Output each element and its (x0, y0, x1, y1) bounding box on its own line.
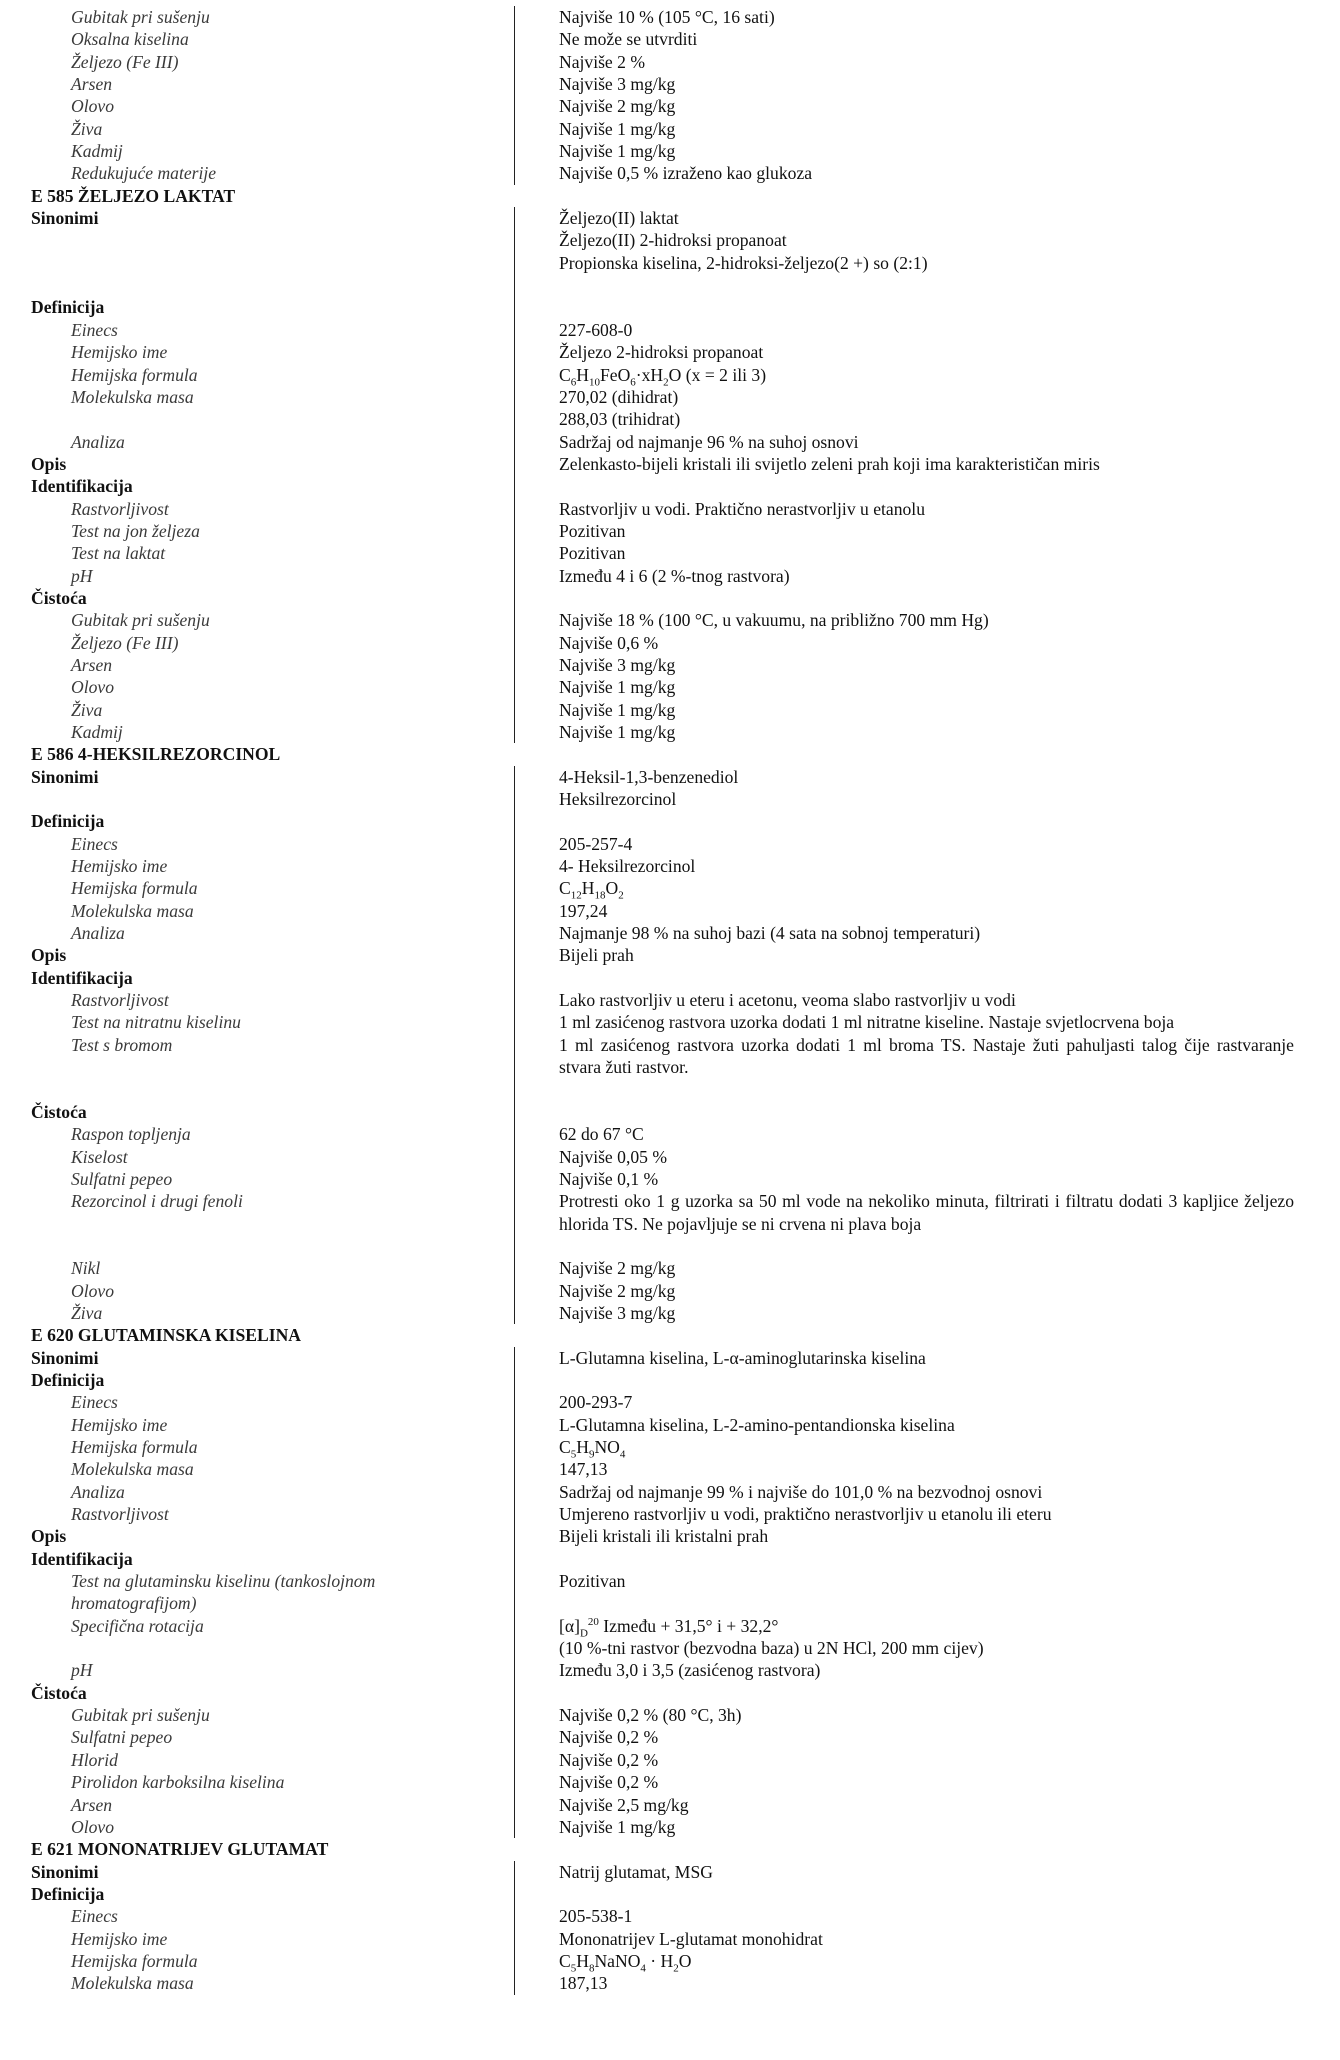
field-value: Najviše 2 mg/kg (514, 1280, 1340, 1302)
field-value: Sadržaj od najmanje 96 % na suhoj osnovi (514, 431, 1340, 453)
spec-row (0, 51, 1340, 73)
field-label: Hemijsko ime (71, 1414, 168, 1435)
spec-row (0, 565, 1340, 587)
field-value: 227-608-0 (514, 319, 1340, 341)
spec-row (0, 1391, 1340, 1413)
spec-row (0, 296, 1340, 318)
field-value: Najviše 18 % (100 °C, u vakuumu, na približno 700 mm Hg) (514, 609, 1340, 631)
spec-row (0, 1749, 1340, 1771)
spec-row (0, 944, 1340, 966)
spec-row (0, 1369, 1340, 1391)
formula-part: NaNO (594, 1950, 641, 1971)
field-label: Einecs (71, 833, 118, 854)
spec-row (0, 542, 1340, 564)
spec-row (0, 1481, 1340, 1503)
spec-row (0, 788, 1340, 810)
formula-part: C (559, 1437, 571, 1457)
field-label: Hemijska formula (71, 364, 198, 385)
field-label: Molekulska masa (71, 386, 194, 407)
field-label: Hemijska formula (71, 1950, 198, 1971)
field-value: Propionska kiselina, 2-hidroksi-željezo(2 +) so (2:1) (514, 252, 1340, 274)
spec-row (0, 1972, 1340, 1994)
formula-part: 4 (619, 1448, 626, 1461)
field-value (514, 1592, 1340, 1614)
field-value (514, 364, 1340, 389)
field-value: Rastvorljiv u vodi. Praktično nerastvorljiv u etanolu (514, 498, 1340, 520)
field-value: 147,13 (514, 1458, 1340, 1480)
spec-row (0, 810, 1340, 832)
spec-row (0, 855, 1340, 877)
field-label: Arsen (71, 1794, 113, 1815)
field-heading: Sinonimi (31, 1347, 99, 1368)
spec-row (0, 1637, 1340, 1659)
spec-row (0, 587, 1340, 609)
spec-row (0, 1101, 1340, 1123)
field-label: Živa (71, 118, 103, 139)
field-label: Rastvorljivost (71, 990, 169, 1011)
field-value: 205-538-1 (514, 1905, 1340, 1927)
field-label: Živa (71, 699, 103, 720)
field-heading: Opis (31, 1526, 67, 1547)
spec-row (0, 1436, 1340, 1461)
formula-part: 12 (570, 889, 582, 902)
field-label: Specifična rotacija (71, 1615, 204, 1636)
field-label: Nikl (71, 1258, 101, 1279)
field-heading: Definicija (31, 811, 105, 832)
field-heading: Čistoća (31, 587, 87, 608)
field-value: Pozitivan (514, 1570, 1340, 1592)
spec-row (0, 877, 1340, 902)
field-label: Pirolidon karboksilna kiselina (71, 1772, 285, 1793)
formula-part: 6 (570, 376, 577, 389)
field-label: Željezo (Fe III) (71, 51, 179, 72)
spacer-value (514, 1235, 1340, 1257)
field-label: Olovo (71, 96, 114, 117)
spec-row (0, 319, 1340, 341)
spec-row (0, 1726, 1340, 1748)
field-label: Molekulska masa (71, 900, 194, 921)
field-value: L-Glutamna kiselina, L-α-aminoglutarinska kiselina (514, 1347, 1340, 1369)
spec-row (0, 1950, 1340, 1975)
field-value: (10 %-tni rastvor (bezvodna baza) u 2N HCl, 200 mm cijev) (514, 1637, 1340, 1659)
spec-row (0, 207, 1340, 229)
spec-row (0, 252, 1340, 274)
formula-part: 6 (630, 376, 636, 389)
field-label: Živa (71, 1302, 103, 1323)
spec-row (0, 341, 1340, 363)
field-value: Najviše 10 % (105 °C, 16 sati) (514, 6, 1340, 28)
field-label: Olovo (71, 677, 114, 698)
rotation-symbol: [α] (559, 1615, 580, 1636)
field-label: Gubitak pri sušenju (71, 7, 210, 27)
spec-row (0, 1458, 1340, 1480)
field-label: Olovo (71, 1280, 114, 1301)
field-value: Najviše 1 mg/kg (514, 1816, 1340, 1838)
field-value: Umjereno rastvorljiv u vodi, praktično nerastvorljiv u etanolu ili eteru (514, 1503, 1340, 1525)
formula-part: 9 (588, 1448, 595, 1461)
spec-row (0, 632, 1340, 654)
spec-row (0, 721, 1340, 743)
field-value (514, 1682, 1340, 1704)
field-value (514, 1548, 1340, 1570)
field-label: Željezo (Fe III) (71, 632, 179, 653)
field-heading: Čistoća (31, 1101, 87, 1122)
field-label: Analiza (71, 1481, 125, 1502)
spec-row (0, 73, 1340, 95)
field-heading: Opis (31, 945, 67, 966)
spec-row (0, 1570, 1340, 1592)
spec-row (0, 989, 1340, 1011)
field-value: Najviše 2 mg/kg (514, 95, 1340, 117)
spec-row (0, 1146, 1340, 1168)
spec-row (0, 1592, 1340, 1614)
field-label: Arsen (71, 74, 113, 95)
field-heading: Sinonimi (31, 1861, 99, 1882)
field-value: Najviše 3 mg/kg (514, 1302, 1340, 1324)
field-label: pH (71, 565, 93, 586)
field-value: Željezo 2-hidroksi propanoat (514, 341, 1340, 363)
field-heading: Opis (31, 453, 67, 474)
formula-part: H (576, 364, 589, 385)
field-label: Hlorid (71, 1749, 118, 1770)
formula-part: 2 (673, 1962, 679, 1975)
field-value (514, 967, 1340, 989)
field-heading: Definicija (31, 1369, 105, 1390)
field-value: Najviše 0,6 % (514, 632, 1340, 654)
field-value: 4-Heksil-1,3-benzenediol (514, 766, 1340, 788)
field-label: Arsen (71, 654, 113, 675)
field-label: Analiza (71, 923, 125, 944)
spec-row (0, 1011, 1340, 1033)
field-value: Sadržaj od najmanje 99 % i najviše do 101,0 % na bezvodnoj osnovi (514, 1481, 1340, 1503)
formula-part: 4 (640, 1962, 646, 1975)
field-value: 4- Heksilrezorcinol (514, 855, 1340, 877)
field-heading: Definicija (31, 297, 105, 318)
field-value: Lako rastvorljiv u eteru i acetonu, veoma slabo rastvorljiv u vodi (514, 989, 1340, 1011)
field-value: Najviše 2 mg/kg (514, 1257, 1340, 1279)
field-value: Ne može se utvrditi (514, 28, 1340, 50)
formula-part: C (559, 878, 571, 899)
field-value (514, 1883, 1340, 1905)
field-value: 200-293-7 (514, 1391, 1340, 1413)
formula-part: 2 (618, 889, 624, 902)
section-title: E 585 ŽELJEZO LAKTAT (31, 185, 236, 206)
spec-section (0, 743, 1340, 1324)
rotation-text: Između + 31,5° i + 32,2° (598, 1615, 779, 1636)
field-value (514, 1615, 1340, 1640)
field-value: Bijeli prah (514, 944, 1340, 966)
field-heading: Definicija (31, 1883, 105, 1904)
field-label: Olovo (71, 1816, 114, 1837)
spec-row (0, 118, 1340, 140)
spec-row (0, 140, 1340, 162)
field-value: 1 ml zasićenog rastvora uzorka dodati 1 ml broma TS. Nastaje žuti pahuljasti talog čije rastvaranje stvara žuti rastvor. (514, 1034, 1340, 1079)
field-label: Hemijsko ime (71, 1928, 168, 1949)
field-value: L-Glutamna kiselina, L-2-amino-pentandionska kiselina (514, 1414, 1340, 1436)
formula-part: H (576, 1437, 589, 1457)
field-label: Gubitak pri sušenju (71, 1705, 210, 1726)
field-value: Heksilrezorcinol (514, 788, 1340, 810)
spec-row (0, 28, 1340, 50)
field-value: Pozitivan (514, 542, 1340, 564)
field-label: Sulfatni pepeo (71, 1168, 173, 1189)
field-value: Najviše 2,5 mg/kg (514, 1794, 1340, 1816)
spec-row (0, 1704, 1340, 1726)
field-value: Najviše 1 mg/kg (514, 699, 1340, 721)
field-value: Protresti oko 1 g uzorka sa 50 ml vode na nekoliko minuta, filtrirati i filtratu dodati 3 kapljice željezo hlorida TS. Ne pojavljuje se ni crvena ni plava boja (514, 1190, 1340, 1235)
formula-part: O (x = 2 ili 3) (668, 364, 767, 385)
field-value: Najviše 0,2 % (514, 1771, 1340, 1793)
spec-row (0, 364, 1340, 389)
formula-part: NO (594, 1437, 620, 1457)
field-label: Einecs (71, 1392, 118, 1413)
spec-row (0, 609, 1340, 631)
field-label: Hemijska formula (71, 1437, 198, 1457)
spec-row (0, 1123, 1340, 1145)
field-value: 270,02 (dihidrat) (514, 386, 1340, 408)
spec-row (0, 274, 1340, 296)
field-value: Najviše 1 mg/kg (514, 140, 1340, 162)
field-value (514, 587, 1340, 609)
field-value: Najviše 1 mg/kg (514, 118, 1340, 140)
field-label: Rastvorljivost (71, 498, 169, 519)
field-value: 62 do 67 °C (514, 1123, 1340, 1145)
spec-row (0, 1503, 1340, 1525)
field-value (514, 1436, 1340, 1461)
field-value: Najviše 0,2 % (514, 1749, 1340, 1771)
field-heading: Identifikacija (31, 476, 133, 497)
field-label: Einecs (71, 319, 118, 340)
formula-part: 5 (570, 1448, 577, 1461)
spec-row (0, 1883, 1340, 1905)
spec-row (0, 408, 1340, 430)
spec-row (0, 1034, 1340, 1079)
field-label: Rezorcinol i drugi fenoli (71, 1191, 243, 1212)
field-value: Natrij glutamat, MSG (514, 1861, 1340, 1883)
field-heading: Čistoća (31, 1682, 87, 1703)
field-heading: Identifikacija (31, 1548, 133, 1569)
spec-row (0, 1794, 1340, 1816)
field-label: pH (71, 1660, 93, 1681)
formula-part: FeO (599, 364, 631, 385)
field-value: Najviše 0,2 % (80 °C, 3h) (514, 1704, 1340, 1726)
field-label: Hemijsko ime (71, 342, 168, 363)
spec-row (0, 922, 1340, 944)
field-label: Hemijsko ime (71, 856, 168, 877)
spec-section (0, 185, 1340, 744)
spec-section (0, 6, 1340, 185)
field-label: Rastvorljivost (71, 1504, 169, 1525)
spec-row (0, 766, 1340, 788)
formula-part: 2 (663, 376, 669, 389)
field-value: 205-257-4 (514, 833, 1340, 855)
field-value: Mononatrijev L-glutamat monohidrat (514, 1928, 1340, 1950)
field-value (514, 1369, 1340, 1391)
field-label: Gubitak pri sušenju (71, 610, 210, 631)
spec-row (0, 1414, 1340, 1436)
formula-part: H (576, 1950, 589, 1971)
rotation-sub: D (579, 1627, 588, 1640)
spec-row (0, 1659, 1340, 1681)
spec-row (0, 6, 1340, 28)
spec-row (0, 386, 1340, 408)
spec-row (0, 1302, 1340, 1324)
field-value: Željezo(II) laktat (514, 207, 1340, 229)
field-label: Analiza (71, 431, 125, 452)
spec-row (0, 498, 1340, 520)
spec-row (0, 654, 1340, 676)
spacer-value (514, 274, 1340, 296)
spec-row (0, 900, 1340, 922)
spec-row (0, 431, 1340, 453)
field-heading: Sinonimi (31, 208, 99, 229)
formula-part: C (559, 1950, 571, 1971)
field-value: 187,13 (514, 1972, 1340, 1994)
spec-row (0, 1168, 1340, 1190)
field-value: Između 3,0 i 3,5 (zasićenog rastvora) (514, 1659, 1340, 1681)
spec-section (0, 1324, 1340, 1838)
spec-row (0, 520, 1340, 542)
field-value: Najviše 0,5 % izraženo kao glukoza (514, 162, 1340, 184)
field-value: Željezo(II) 2-hidroksi propanoat (514, 229, 1340, 251)
field-value: Najviše 1 mg/kg (514, 721, 1340, 743)
field-label: Einecs (71, 1906, 118, 1927)
field-value: Najviše 3 mg/kg (514, 73, 1340, 95)
field-value: Najviše 0,1 % (514, 1168, 1340, 1190)
spec-row (0, 95, 1340, 117)
field-value (514, 877, 1340, 902)
field-heading: Sinonimi (31, 766, 99, 787)
spec-section (0, 1838, 1340, 1994)
field-value (514, 296, 1340, 318)
spacer-value (514, 1079, 1340, 1101)
field-label: Oksalna kiselina (71, 29, 189, 50)
field-value (514, 1950, 1340, 1975)
formula-part: H (581, 878, 595, 899)
formula-part: O (678, 1950, 692, 1971)
field-value: Najviše 0,05 % (514, 1146, 1340, 1168)
spec-row (0, 1928, 1340, 1950)
spec-row (0, 1525, 1340, 1547)
field-value: Zelenkasto-bijeli kristali ili svijetlo zeleni prah koji ima karakterističan miris (514, 453, 1340, 475)
spec-row (0, 676, 1340, 698)
section-title: E 586 4-HEKSILREZORCINOL (31, 744, 281, 765)
spec-row (0, 967, 1340, 989)
field-value: Između 4 i 6 (2 %-tnog rastvora) (514, 565, 1340, 587)
field-label: Kadmij (71, 722, 123, 742)
field-value: 288,03 (trihidrat) (514, 408, 1340, 430)
spec-row (0, 1235, 1340, 1257)
formula-part: O (605, 878, 619, 899)
spec-row (0, 833, 1340, 855)
field-value: Bijeli kristali ili kristalni prah (514, 1525, 1340, 1547)
field-label: Test na jon željeza (71, 520, 200, 541)
field-value (514, 475, 1340, 497)
spec-row (0, 699, 1340, 721)
spec-row (0, 1861, 1340, 1883)
field-label: Redukujuće materije (71, 163, 217, 184)
section-title: E 621 MONONATRIJEV GLUTAMAT (31, 1839, 329, 1860)
formula-part: 18 (594, 889, 606, 902)
field-value: Pozitivan (514, 520, 1340, 542)
field-value: Najviše 0,2 % (514, 1726, 1340, 1748)
field-value: Najviše 3 mg/kg (514, 654, 1340, 676)
formula-part: · H (645, 1950, 674, 1971)
field-label: Molekulska masa (71, 1459, 194, 1480)
field-value: Najviše 2 % (514, 51, 1340, 73)
spec-row (0, 1257, 1340, 1279)
field-label: Sulfatni pepeo (71, 1727, 173, 1748)
spec-row (0, 1615, 1340, 1640)
spec-row (0, 162, 1340, 184)
field-value: Najmanje 98 % na suhoj bazi (4 sata na sobnoj temperaturi) (514, 922, 1340, 944)
field-label: Kadmij (71, 141, 123, 162)
spec-row (0, 1548, 1340, 1570)
field-value: Najviše 1 mg/kg (514, 676, 1340, 698)
spec-row (0, 1816, 1340, 1838)
formula-part: ·xH (635, 364, 664, 385)
field-value (514, 1101, 1340, 1123)
spec-row (0, 1771, 1340, 1793)
field-label: Test s bromom (71, 1034, 173, 1055)
spec-row (0, 1190, 1340, 1235)
document-page (0, 6, 1340, 1995)
section-title: E 620 GLUTAMINSKA KISELINA (31, 1325, 301, 1346)
formula-part: C (559, 364, 571, 385)
field-label: Kiselost (71, 1146, 128, 1167)
field-label: Test na nitratnu kiselinu (71, 1012, 241, 1033)
spec-row (0, 1682, 1340, 1704)
formula-part: 10 (588, 376, 600, 389)
spec-row (0, 453, 1340, 475)
field-label: Test na laktat (71, 543, 166, 564)
spec-row (0, 229, 1340, 251)
spec-row (0, 1905, 1340, 1927)
field-label: Hemijska formula (71, 878, 198, 899)
field-label: Test na glutaminsku kiselinu (tankoslojnom (71, 1571, 376, 1592)
spec-row (0, 1347, 1340, 1369)
field-label: Raspon topljenja (71, 1124, 191, 1145)
rotation-sup: 20 (587, 1615, 599, 1628)
field-value: 1 ml zasićenog rastvora uzorka dodati 1 ml nitratne kiseline. Nastaje svjetlocrvena boja (514, 1011, 1340, 1033)
formula-part: 5 (570, 1962, 577, 1975)
field-label: Molekulska masa (71, 1973, 194, 1994)
field-label: hromatografijom) (71, 1593, 197, 1614)
field-value: 197,24 (514, 900, 1340, 922)
field-heading: Identifikacija (31, 967, 133, 988)
spec-row (0, 1079, 1340, 1101)
spec-row (0, 475, 1340, 497)
field-value (514, 810, 1340, 832)
spec-row (0, 1280, 1340, 1302)
formula-part: 8 (588, 1962, 595, 1975)
